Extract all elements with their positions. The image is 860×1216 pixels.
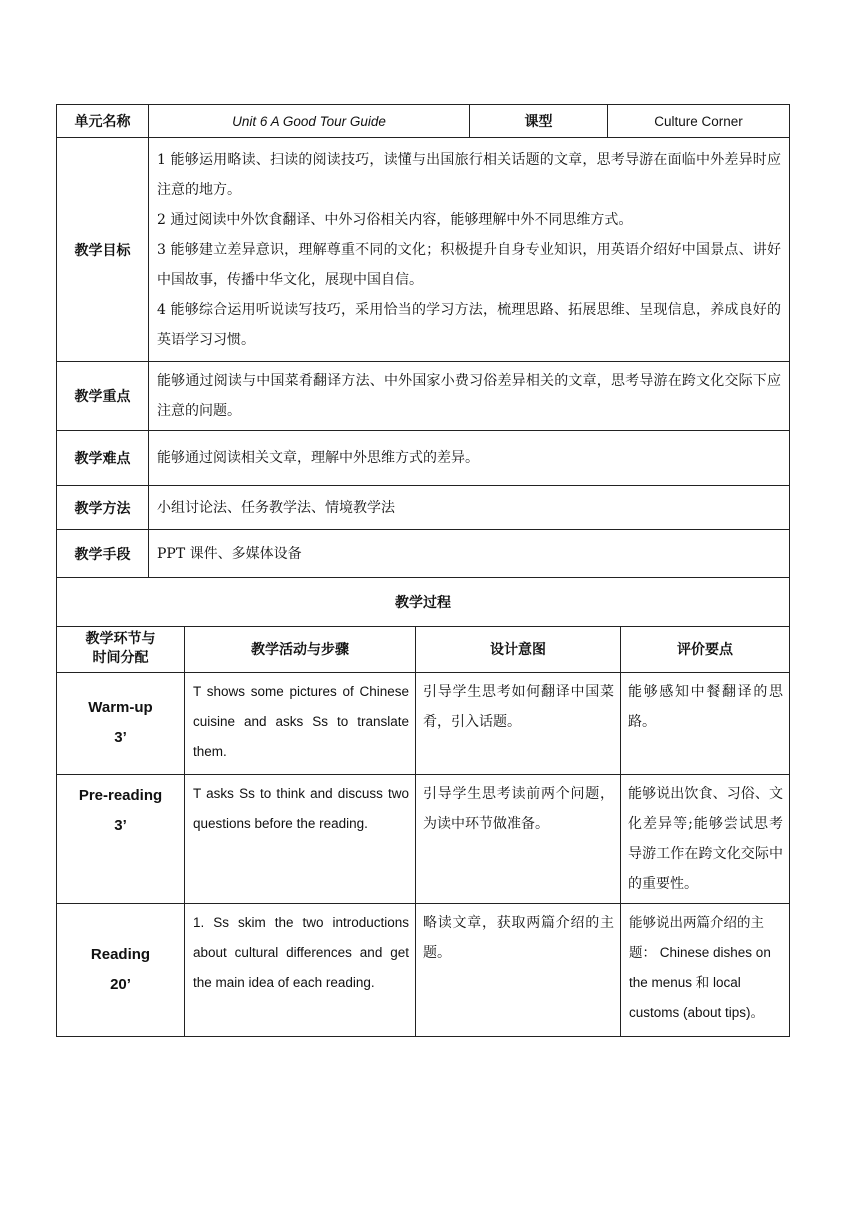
unit-row (57, 105, 790, 138)
stage-cell (57, 672, 185, 774)
process-title: 教学过程 (57, 578, 790, 626)
objectives-label: 教学目标 (57, 138, 149, 362)
intent-cell: 引导学生思考如何翻译中国菜肴，引入话题。 (416, 672, 621, 774)
process-table (56, 578, 790, 1037)
activity-cell: T shows some pictures of Chinese cuisine and asks Ss to translate them. (185, 672, 416, 774)
process-header-row (57, 626, 790, 672)
process-row-reading (57, 903, 790, 1036)
stage-name: Pre-reading (78, 786, 163, 804)
stage-name: Warm-up (88, 699, 153, 716)
key-points-row (57, 362, 790, 431)
activity-header: 教学活动与步骤 (185, 626, 416, 672)
intent-header: 设计意图 (416, 626, 621, 672)
stage-time: 20’ (110, 975, 131, 993)
stage-header (57, 626, 185, 672)
type-label: 课型 (470, 105, 608, 138)
lesson-info-table (56, 104, 790, 578)
objectives-content (149, 138, 790, 362)
difficulties-row (57, 431, 790, 486)
objective-item: 4 能够综合运用听说读写技巧，采用恰当的学习方法，梳理思路、拓展思维、呈现信息，养成良好的英语学习习惯。 (157, 301, 781, 348)
evaluation-cell: 能够感知中餐翻译的思路。 (621, 672, 790, 774)
intent-cell: 引导学生思考读前两个问题，为读中环节做准备。 (416, 774, 621, 903)
process-title-row (57, 578, 790, 626)
activity-cell: T asks Ss to think and discuss two questions before the reading. (185, 774, 416, 903)
evaluation-cell: 能够说出两篇介绍的主题： Chinese dishes on the menus 和 local customs (about tips)。 (621, 903, 790, 1036)
tools-text: PPT 课件、多媒体设备 (149, 530, 790, 578)
objective-item: 1 能够运用略读、扫读的阅读技巧，读懂与出国旅行相关话题的文章，思考导游在面临中外差异时应注意的地方。 (157, 151, 781, 198)
objective-item: 2 通过阅读中外饮食翻译、中外习俗相关内容，能够理解中外不同思维方式。 (157, 211, 633, 228)
difficulties-text: 能够通过阅读相关文章，理解中外思维方式的差异。 (149, 431, 790, 486)
stage-time: 3’ (114, 816, 127, 834)
unit-value: Unit 6 A Good Tour Guide (149, 105, 470, 138)
evaluation-cell: 能够说出饮食、习俗、文化差异等;能够尝试思考导游工作在跨文化交际中的重要性。 (621, 774, 790, 903)
difficulties-label: 教学难点 (57, 431, 149, 486)
tools-row (57, 530, 790, 578)
stage-cell (57, 903, 185, 1036)
methods-label: 教学方法 (57, 486, 149, 530)
process-row-prereading (57, 774, 790, 903)
tools-label: 教学手段 (57, 530, 149, 578)
evaluation-header: 评价要点 (621, 626, 790, 672)
stage-name: Reading (90, 945, 151, 963)
stage-header-line2: 时间分配 (92, 650, 149, 666)
stage-cell (57, 774, 185, 903)
key-points-text: 能够通过阅读与中国菜肴翻译方法、中外国家小费习俗差异相关的文章，思考导游在跨文化交际下应注意的问题。 (149, 362, 790, 431)
objectives-row (57, 138, 790, 362)
type-value: Culture Corner (608, 105, 790, 138)
unit-label: 单元名称 (57, 105, 149, 138)
stage-time: 3’ (114, 729, 127, 746)
process-row-warmup (57, 672, 790, 774)
stage-header-line1: 教学环节与 (85, 631, 156, 647)
intent-cell: 略读文章，获取两篇介绍的主题。 (416, 903, 621, 1036)
activity-cell: 1. Ss skim the two introductions about cultural differences and get the main idea of each reading. (185, 903, 416, 1036)
methods-row (57, 486, 790, 530)
key-points-label: 教学重点 (57, 362, 149, 431)
methods-text: 小组讨论法、任务教学法、情境教学法 (149, 486, 790, 530)
lesson-plan (56, 104, 789, 1037)
objective-item: 3 能够建立差异意识，理解尊重不同的文化；积极提升自身专业知识，用英语介绍好中国景点、讲好中国故事，传播中华文化，展现中国自信。 (157, 241, 781, 288)
